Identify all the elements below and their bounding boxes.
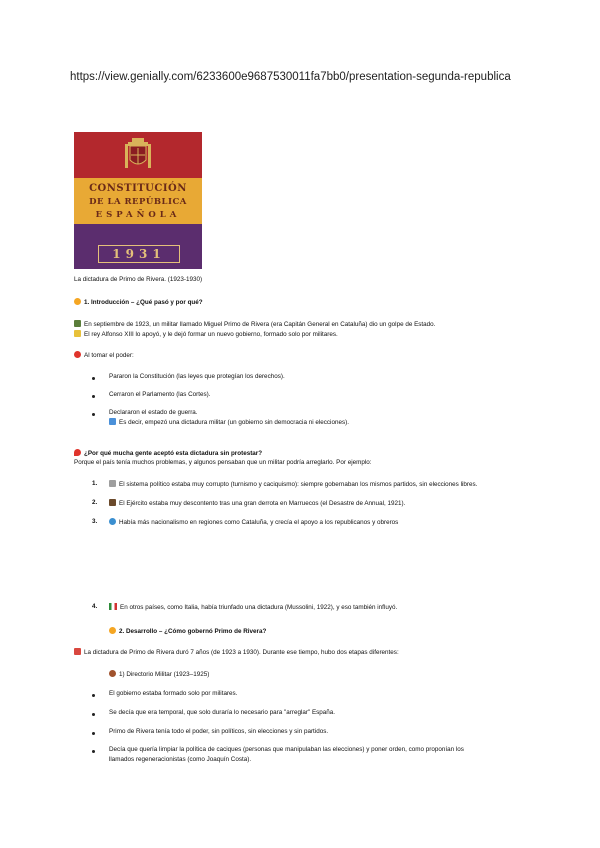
chart-icon <box>74 320 81 327</box>
taking-power-item-3: Declararon el estado de guerra. <box>109 409 198 416</box>
section-2-paragraph: La dictadura de Primo de Rivera duró 7 años (de 1923 a 1930). Durante ese tiempo, hubo dos etapas diferentes: <box>74 648 399 656</box>
crown-icon <box>74 330 81 337</box>
section-2-title: 2. Desarrollo – ¿Cómo gobernó Primo de Rivera? <box>109 627 266 635</box>
reason-2: El Ejército estaba muy descontento tras una gran derrota en Marruecos (el Desastre de Annual, 1921). <box>109 499 405 507</box>
reason-2-number: 2. <box>92 499 98 506</box>
why-answer: Porque el país tenía muchos problemas, y algunos pensaban que un militar podría arreglarlo. Por ejemplo: <box>74 459 372 466</box>
taking-power-heading: Al tomar el poder: <box>74 351 134 359</box>
section-2-item-1: El gobierno estaba formado solo por militares. <box>109 690 238 697</box>
cover-title-line-2: DE LA REPÚBLICA <box>89 197 187 207</box>
scales-icon <box>109 480 116 487</box>
cover-title-line-1: CONSTITUCIÓN <box>89 183 187 194</box>
bullet-dot <box>92 750 95 753</box>
reason-3-number: 3. <box>92 518 98 525</box>
source-url[interactable]: https://view.genially.com/6233600e9687530011fa7bb0/presentation-segunda-republica <box>70 71 511 83</box>
globe-icon <box>109 518 116 525</box>
reason-1: El sistema político estaba muy corrupto (turnismo y caciquismo): siempre gobernaban los mismos partidos, sin elecciones libres. <box>109 480 477 488</box>
italy-flag-icon <box>109 603 117 610</box>
taking-power-item-2: Cerraron el Parlamento (las Cortes). <box>109 391 211 398</box>
bullet-dot <box>92 694 95 697</box>
section-1-paragraph-1: En septiembre de 1923, un militar llamado Miguel Primo de Rivera (era Capitán General en Cataluña) dio un golpe de Estado. <box>74 320 435 328</box>
taking-power-item-1: Pararon la Constitución (las leyes que protegían los derechos). <box>109 373 285 380</box>
brown-circle-icon <box>109 670 116 677</box>
bullet-dot <box>92 377 95 380</box>
gun-icon <box>109 499 116 506</box>
cover-title-line-3: ESPAÑOLA <box>95 210 181 220</box>
coat-of-arms-icon <box>122 136 154 174</box>
reason-4: En otros países, como Italia, había triunfado una dictadura (Mussolini, 1922), y eso también influyó. <box>109 603 397 611</box>
why-question: ¿Por qué mucha gente aceptó esta dictadura sin protestar? <box>74 449 262 457</box>
pin-icon <box>74 449 81 456</box>
red-circle-icon <box>74 351 81 358</box>
taking-power-sub: Es decir, empezó una dictadura militar (un gobierno sin democracia ni elecciones). <box>109 418 349 426</box>
bullet-dot <box>92 413 95 416</box>
constitution-cover-image <box>74 132 202 269</box>
bullet-dot <box>92 713 95 716</box>
reason-4-number: 4. <box>92 603 98 610</box>
arrow-right-icon <box>109 418 116 425</box>
doc-heading: La dictadura de Primo de Rivera. (1923-1930) <box>74 276 203 283</box>
reason-3: Había más nacionalismo en regiones como Cataluña, y crecía el apoyo a los republicanos y obreros <box>109 518 398 526</box>
section-2-subheading: 1) Directorio Militar (1923–1925) <box>109 670 209 678</box>
section-2-item-3: Primo de Rivera tenía todo el poder, sin políticos, sin elecciones y sin partidos. <box>109 728 329 735</box>
bullet-dot <box>92 732 95 735</box>
reason-1-number: 1. <box>92 480 98 487</box>
section-1-paragraph-2: El rey Alfonso XIII lo apoyó, y le dejó formar un nuevo gobierno, formado solo por militares. <box>74 330 338 338</box>
orange-circle-icon <box>74 298 81 305</box>
section-2-item-2: Se decía que era temporal, que solo duraría lo necesario para "arreglar" España. <box>109 709 336 716</box>
cover-year: 1931 <box>98 245 180 263</box>
bullet-dot <box>92 395 95 398</box>
section-2-item-4: Decía que quería limpiar la política de caciques (personas que manipulaban las elecciones) y poner orden, como proponían los <box>109 746 464 753</box>
calendar-icon <box>74 648 81 655</box>
orange-circle-icon <box>109 627 116 634</box>
section-1-title: 1. Introducción – ¿Qué pasó y por qué? <box>74 298 203 306</box>
section-2-item-4-continuation: llamados regeneracionistas (como Joaquín Costa). <box>109 756 252 763</box>
